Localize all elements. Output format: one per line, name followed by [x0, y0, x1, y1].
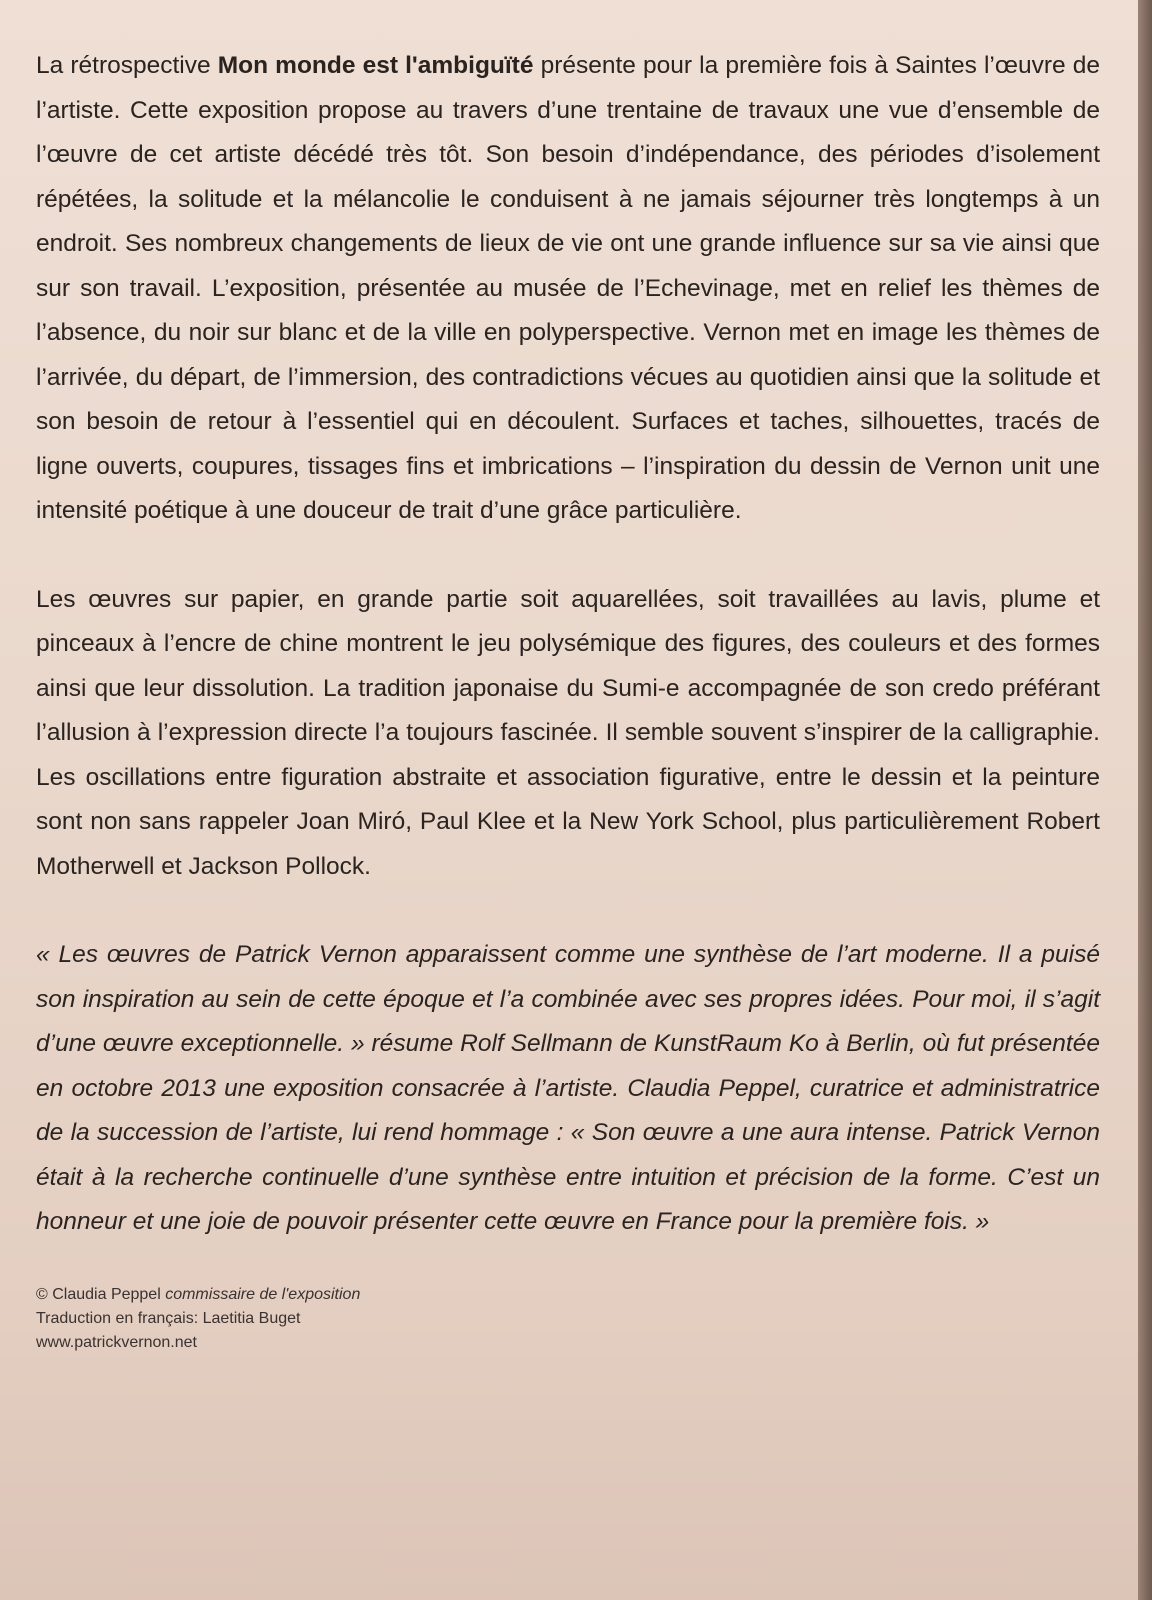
curator-name: © Claudia Peppel [36, 1285, 166, 1303]
panel-text-block [36, 44, 1100, 1355]
paragraph-quotes: « Les œuvres de Patrick Vernon apparaissent comme une synthèse de l’art moderne. Il a puisé son inspiration au sein de cette époque et l’a combinée avec ses propres idées. Pour moi, il s’agit d’une œuvre exceptionnelle. » résume Rolf Sellmann de KunstRaum Ko à Berlin, où fut présentée en octobre 2013 une exposition consacrée à l’artiste. Claudia Peppel, curatrice et administratrice de la succession de l’artiste, lui rend hommage : « Son œuvre a une aura intense. Patrick Vernon était à la recherche continuelle d’une synthèse entre intuition et précision de la forme. C’est un honneur et une joie de pouvoir présenter cette œuvre en France pour la première fois. » [36, 941, 1100, 1235]
credit-translation: Traduction en français: Laetitia Buget [36, 1309, 301, 1327]
credit-curator [36, 1283, 1100, 1307]
paragraph-works-on-paper: Les œuvres sur papier, en grande partie soit aquarellées, soit travaillées au lavis, plume et pinceaux à l’encre de chine montrent le jeu polysémique des figures, des couleurs et des formes ainsi que leur dissolution. La tradition japonaise du Sumi-e accompagnée de son credo préférant l’allusion à l’expression directe l’a toujours fascinée. Il semble souvent s’inspirer de la calligraphie. Les oscillations entre figuration abstraite et association figurative, entre le dessin et la peinture sont non sans rappeler Joan Miró, Paul Klee et la New York School, plus particulièrement Robert Motherwell et Jackson Pollock. [36, 585, 1100, 880]
paragraph-intro [36, 44, 1100, 534]
exhibition-title: Mon monde est l'ambiguïté [217, 52, 534, 79]
credits [36, 1283, 1100, 1355]
intro-lead: La rétrospective [36, 52, 218, 79]
credit-website: www.patrickvernon.net [36, 1333, 197, 1351]
curator-role: commissaire de l'exposition [165, 1285, 361, 1303]
paragraph-spacer [36, 534, 1100, 578]
panel-edge-shadow [1138, 0, 1152, 1600]
intro-body: présente pour la première fois à Saintes l’œuvre de l’artiste. Cette exposition propose au travers d’une trentaine de travaux une vue d’ensemble de l’œuvre de cet artiste décédé très tôt. Son besoin d’indépendance, des périodes d’isolement répétées, la solitude et la mélancolie le conduisent à ne jamais séjourner très longtemps à un endroit. Ses nombreux changements de lieux de vie ont une grande influence sur sa vie ainsi que sur son travail. L’exposition, présentée au musée de l’Echevinage, met en relief les thèmes de l’absence, du noir sur blanc et de la ville en polyperspective. Vernon met en image les thèmes de l’arrivée, du départ, de l’immersion, des contradictions vécues au quotidien ainsi que la solitude et son besoin de retour à l’essentiel qui en découlent. Surfaces et taches, silhouettes, tracés de ligne ouverts, coupures, tissages fins et imbrications – l’inspiration du dessin de Vernon unit une intensité poétique à une douceur de trait d’une grâce particulière. [36, 52, 1100, 524]
paragraph-spacer [36, 889, 1100, 933]
